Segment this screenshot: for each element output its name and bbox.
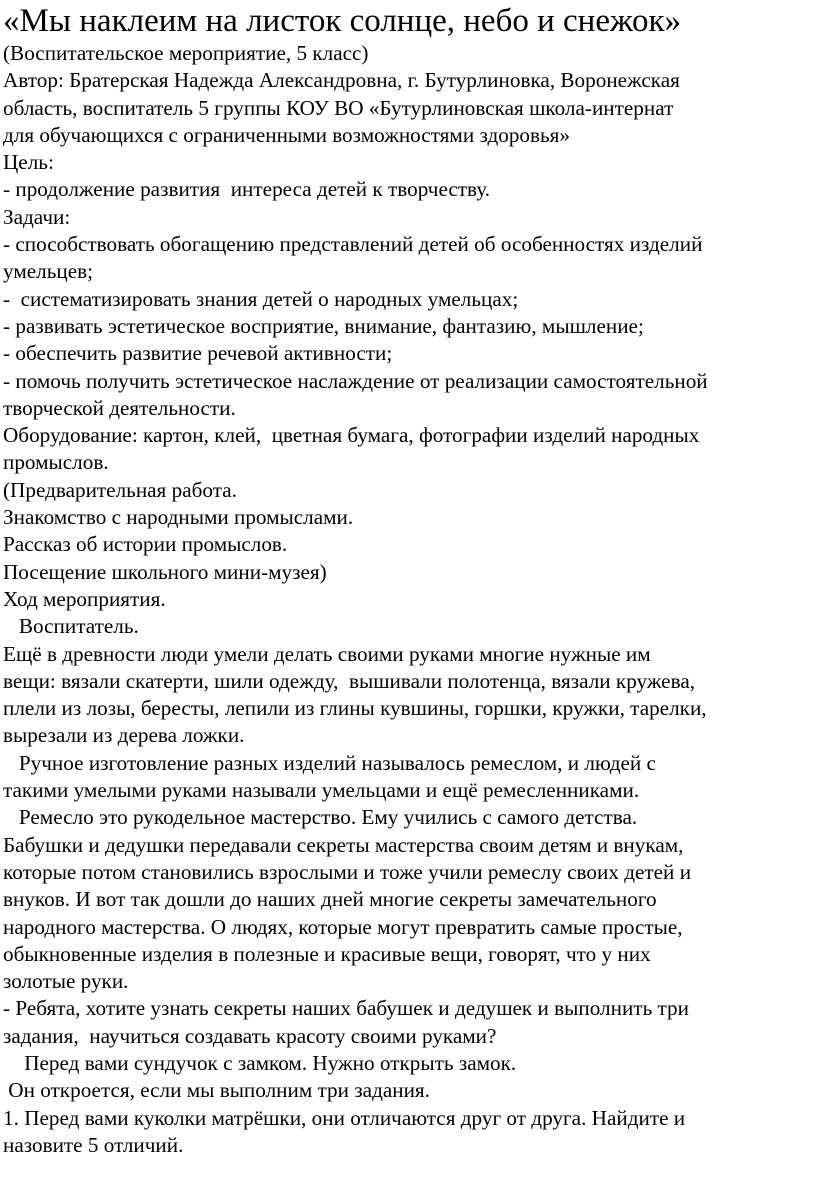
text-line: творческой деятельности.: [3, 395, 236, 420]
text-line: Воспитатель.: [3, 614, 139, 639]
text-line: Ход мероприятия.: [3, 586, 166, 611]
text-line: для обучающихся с ограниченными возможностями здоровья»: [3, 122, 571, 147]
text-line: область, воспитатель 5 группы КОУ ВО «Бутурлиновская школа-интернат: [3, 95, 674, 120]
text-line: Задачи:: [3, 204, 71, 229]
text-line: умельцев;: [3, 259, 93, 284]
text-line: вещи: вязали скатерти, шили одежду, вышивали полотенца, вязали кружева,: [3, 668, 696, 693]
document-page: [3, 0, 813, 1159]
text-line: золотые руки.: [3, 969, 129, 994]
document-body: [3, 40, 813, 1159]
text-line: Посещение школьного мини-музея): [3, 559, 327, 584]
text-line: назовите 5 отличий.: [3, 1132, 184, 1157]
text-line: внуков. И вот так дошли до наших дней многие секреты замечательного: [3, 887, 657, 912]
text-line: Бабушки и дедушки передавали секреты мастерства своим детям и внукам,: [3, 832, 684, 857]
text-line: Автор: Братерская Надежда Александровна, г. Бутурлиновка, Воронежская: [3, 68, 680, 93]
text-line: Знакомство с народными промыслами.: [3, 505, 354, 530]
text-line: - развивать эстетическое восприятие, внимание, фантазию, мышление;: [3, 313, 644, 338]
text-line: Ручное изготовление разных изделий называлось ремеслом, и людей с: [3, 750, 656, 775]
text-line: Ремесло это рукодельное мастерство. Ему учились с самого детства.: [3, 805, 638, 830]
text-line: Оборудование: картон, клей, цветная бумага, фотографии изделий народных: [3, 423, 700, 448]
text-line: - систематизировать знания детей о народных умельцах;: [3, 286, 519, 311]
text-line: обыкновенные изделия в полезные и красивые вещи, говорят, что у них: [3, 941, 651, 966]
text-line: (Воспитательское мероприятие, 5 класс): [3, 41, 369, 65]
text-line: народного мастерства. О людях, которые могут превратить самые простые,: [3, 914, 683, 939]
text-line: Он откроется, если мы выполним три задания.: [3, 1078, 430, 1103]
text-line: Перед вами сундучок с замком. Нужно открыть замок.: [3, 1050, 517, 1075]
text-line: вырезали из дерева ложки.: [3, 723, 245, 748]
text-line: 1. Перед вами куколки матрёшки, они отличаются друг от друга. Найдите и: [3, 1105, 686, 1130]
text-line: задания, научиться создавать красоту своими руками?: [3, 1023, 497, 1048]
text-line: такими умелыми руками называли умельцами и ещё ремесленниками.: [3, 778, 640, 803]
text-line: промыслов.: [3, 450, 109, 475]
text-line: - продолжение развития интереса детей к творчеству.: [3, 177, 491, 202]
text-line: - обеспечить развитие речевой активности;: [3, 341, 393, 366]
text-line: - помочь получить эстетическое наслаждение от реализации самостоятельной: [3, 368, 708, 393]
text-line: Цель:: [3, 150, 54, 175]
text-line: которые потом становились взрослыми и тоже учили ремеслу своих детей и: [3, 859, 692, 884]
text-line: Рассказ об истории промыслов.: [3, 532, 288, 557]
text-line: - способствовать обогащению представлений детей об особенностях изделий: [3, 232, 703, 257]
text-line: Ещё в древности люди умели делать своими руками многие нужные им: [3, 641, 651, 666]
text-line: - Ребята, хотите узнать секреты наших бабушек и дедушек и выполнить три: [3, 996, 689, 1021]
text-line: (Предварительная работа.: [3, 477, 237, 502]
document-title: «Мы наклеим на листок солнце, небо и снежок»: [3, 3, 681, 39]
text-line: плели из лозы, бересты, лепили из глины кувшины, горшки, кружки, тарелки,: [3, 696, 707, 721]
